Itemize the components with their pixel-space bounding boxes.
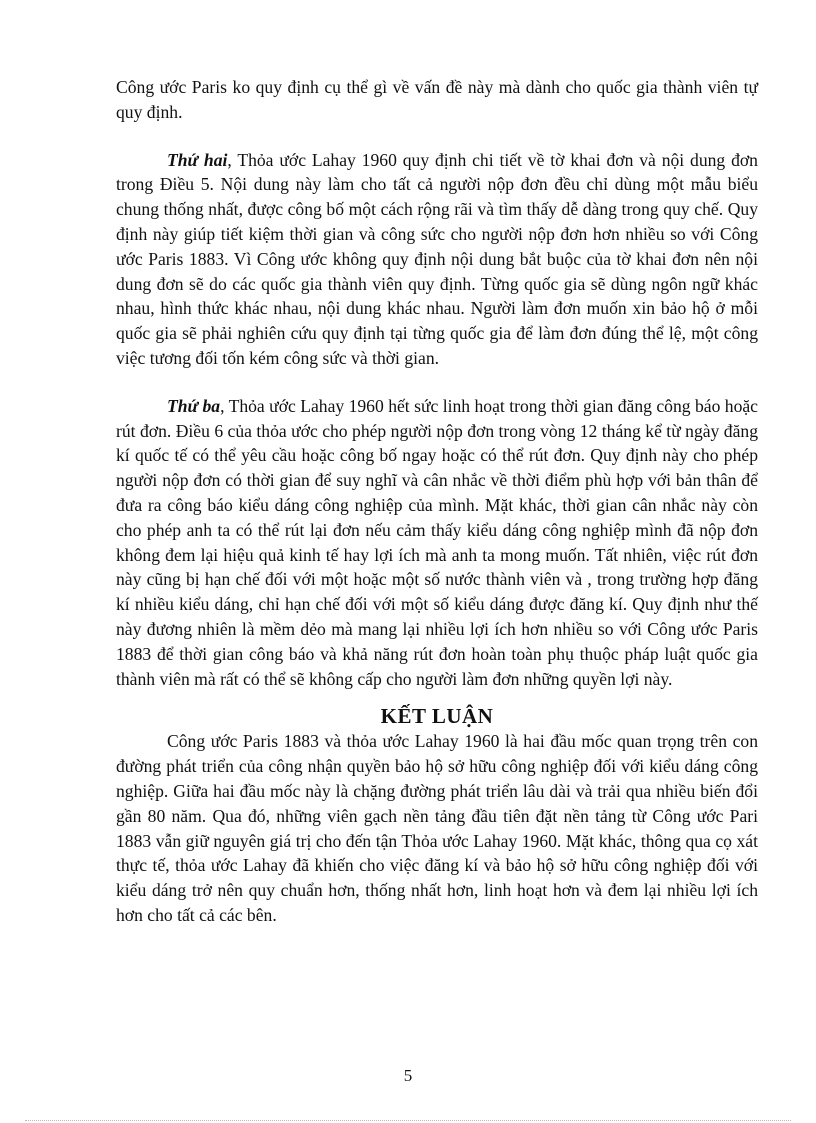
page-number: 5 (403, 1066, 413, 1085)
paragraph-thu-ba (116, 394, 758, 692)
paragraph-continuation: Công ước Paris ko quy định cụ thể gì về vấn đề này mà dành cho quốc gia thành viên tự quy định. (116, 77, 758, 122)
paragraph-text-thu-hai: , Thỏa ước Lahay 1960 quy định chi tiết về tờ khai đơn và nội dung đơn trong Điều 5. Nội dung này làm cho tất cả người nộp đơn đều chỉ dùng một mẫu biểu chung thống nhất, được công bố một cách rộng rãi và tìm thấy dễ dàng trong quy chế. Quy định này giúp tiết kiệm thời gian và công sức cho người nộp đơn hơn nhiều so với Công ước Paris 1883. Vì Công ước không quy định nội dung bắt buộc của tờ khai đơn nên nội dung đơn sẽ do các quốc gia thành viên quy định. Từng quốc gia sẽ dùng ngôn ngữ khác nhau, hình thức khác nhau, nội dung khác nhau. Người làm đơn muốn xin bảo hộ ở mỗi quốc gia sẽ phải nghiên cứu quy định tại từng quốc gia để làm đơn đúng thể lệ, một công việc tương đối tốn kém công sức và thời gian. (116, 149, 758, 368)
document-body (116, 75, 758, 928)
paragraph-lead-thu-ba: Thứ ba (167, 395, 221, 416)
paragraph-conclusion: Công ước Paris 1883 và thỏa ước Lahay 1960 là hai đầu mốc quan trọng trên con đường phát triển của công nhận quyền bảo hộ sở hữu công nghiệp đối với kiểu dáng công nghiệp. Giữa hai đầu mốc này là chặng đường phát triển lâu dài và trải qua nhiều biến đổi gần 80 năm. Qua đó, những viên gạch nền tảng đầu tiên đặt nền tảng từ Công ước Pari 1883 vẫn giữ nguyên giá trị cho đến tận Thỏa ước Lahay 1960. Mặt khác, thông qua cọ xát thực tế, thỏa ước Lahay đã khiến cho việc đăng kí và bảo hộ sở hữu công nghiệp đối với kiểu dáng trở nên quy chuẩn hơn, thống nhất hơn, linh hoạt hơn và đem lại nhiều lợi ích hơn cho tất cả các bên. (116, 731, 758, 925)
paragraph-lead-thu-hai: Thứ hai (167, 149, 228, 170)
paragraph-text-thu-ba: , Thỏa ước Lahay 1960 hết sức linh hoạt trong thời gian đăng công báo hoặc rút đơn. Điều 6 của thỏa ước cho phép người nộp đơn trong vòng 12 tháng kể từ ngày đăng kí quốc tế có thể yêu cầu hoặc công bố ngay hoặc có thể rút đơn. Quy định này cho phép người nộp đơn có thời gian để suy nghĩ và cân nhắc về thời điểm phù hợp với bản thân để đưa ra công báo kiểu dáng công nghiệp của mình. Mặt khác, thời gian cân nhắc này còn cho phép anh ta có thể rút lại đơn nếu cảm thấy kiểu dáng công nghiệp mình đã nộp đơn không đem lại hiệu quả kinh tế hay lợi ích mà anh ta mong muốn. Tất nhiên, việc rút đơn này cũng bị hạn chế đối với một hoặc một số nước thành viên và , trong trường hợp đăng kí nhiều kiểu dáng, chỉ hạn chế đối với một số kiểu dáng được đăng kí. Quy định như thế này đương nhiên là mềm dẻo mà mang lại nhiều lợi ích hơn nhiều so với Công ước Paris 1883 để thời gian công báo và khả năng rút đơn hoàn toàn phụ thuộc pháp luật quốc gia thành viên mà rất có thể sẽ không cấp cho người làm đơn những quyền lợi này. (116, 395, 758, 689)
page-bottom-divider (25, 1120, 791, 1121)
paragraph-thu-hai (116, 148, 758, 371)
section-heading-ket-luan: KẾT LUẬN (380, 704, 494, 729)
